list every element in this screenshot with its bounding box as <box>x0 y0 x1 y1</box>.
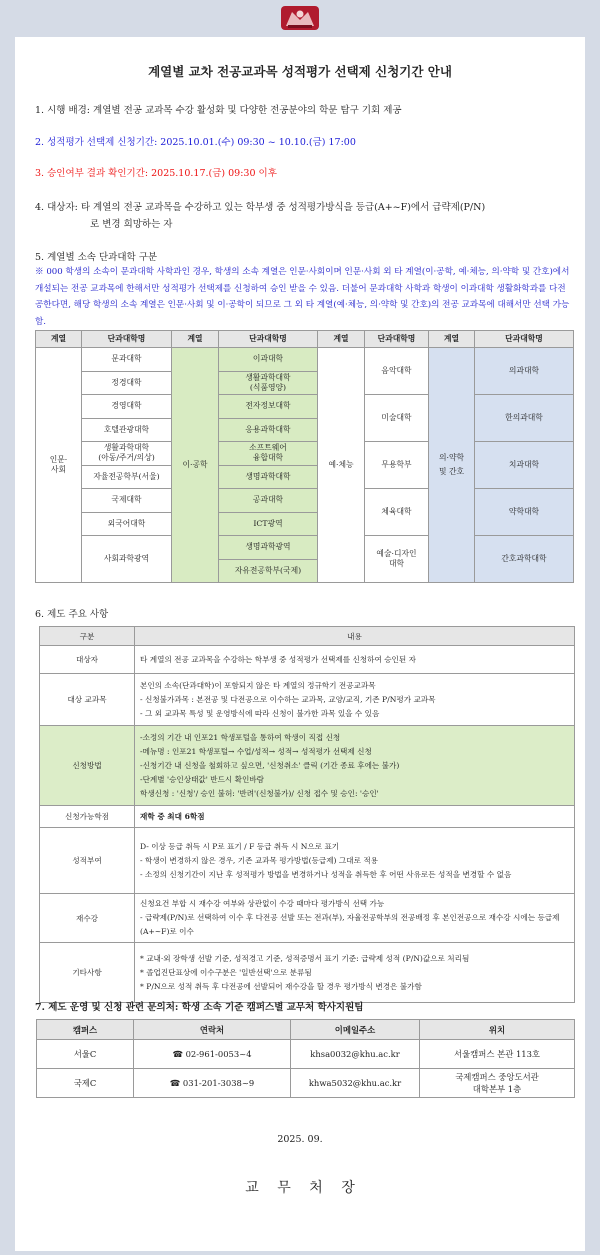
college-cell: 생활과학대학 (식품영양) <box>219 371 318 395</box>
header-phone: 연락처 <box>134 1020 291 1040</box>
college-cell: 치과대학 <box>475 442 574 489</box>
header-college: 단과대학명 <box>82 331 172 348</box>
policy-label: 대상자 <box>40 646 135 674</box>
campus-name: 서울C <box>37 1040 134 1069</box>
issuer-signature: 교 무 처 장 <box>245 1180 355 1196</box>
college-cell: 의과대학 <box>475 348 574 395</box>
classification-note: ※ 000 학생의 소속이 문과대학 사학과인 경우, 학생의 소속 계열은 인문·사회이며 인문·사회 외 타 계열(이·공학, 예·체능, 의·약학 및 간호)에서 개설되는 전공 교과목에 한해서만 성적평가 선택제를 신청하여 승인 받을 수 있음. 더불어 문과대학 사학과 학생이 이과대학 생활화학과를 다전공한다면, 해당 학생의 소속 계열은 인문·사회 및 이·공학이 되므로 그 외 타 계열(예·체능, 의·약학 및 간호)의 전공 교과목에 대해서만 선택 가능함. <box>35 267 570 327</box>
college-cell: 한의과대학 <box>475 395 574 442</box>
policy-table <box>39 626 575 1003</box>
item-college-classification: 5. 계열별 소속 단과대학 구분 <box>35 252 158 263</box>
header-field: 계열 <box>318 331 365 348</box>
header-college: 단과대학명 <box>219 331 318 348</box>
header-field: 계열 <box>172 331 219 348</box>
college-cell: 음악대학 <box>365 348 429 395</box>
college-cell: 경영대학 <box>82 395 172 419</box>
item-eligibility-cont: 로 변경 희망하는 자 <box>90 219 173 230</box>
field-engineering: 이·공학 <box>172 348 219 583</box>
college-cell: 무용학부 <box>365 442 429 489</box>
policy-content: 본인의 소속(단과대학)이 포함되지 않은 타 계열의 정규학기 전공교과목 - 신청불가과목 : 본전공 및 다전공으로 이수하는 교과목, 교양/교직, 기존 P/N평가 교과목 - 그 외 교과목 특성 및 운영방식에 따라 신청이 불가한 과목 있을 수 있음 <box>135 674 575 726</box>
phone-number[interactable]: 031-201-3038~9 <box>182 1078 255 1088</box>
college-cell: 생활과학대학 (아동/주거/의상) <box>82 442 172 466</box>
college-cell: 생명과학광역 <box>219 536 318 560</box>
college-cell: 간호과학대학 <box>475 536 574 583</box>
college-cell: 약학대학 <box>475 489 574 536</box>
college-cell: 국제대학 <box>82 489 172 513</box>
header-college: 단과대학명 <box>365 331 429 348</box>
policy-content: 신청요건 부합 시 재수강 여부와 상관없이 수강 때마다 평가방식 선택 가능 - 급략제(P/N)로 선택하여 이수 후 다전공 선발 또는 전과(부), 자율전공학부의 전공배정 후 본인전공으로 재수강 시에는 등급제(A+~F)로 이수 <box>135 894 575 943</box>
policy-label: 신청방법 <box>40 726 135 806</box>
college-cell: 문과대학 <box>82 348 172 372</box>
document-date: 2025. 09. <box>277 1134 323 1145</box>
header-campus: 캠퍼스 <box>37 1020 134 1040</box>
campus-name: 국제C <box>37 1069 134 1098</box>
policy-content: -소정의 기간 내 인포21 학생포털을 통하여 학생이 직접 신청 -메뉴명 : 인포21 학생포털→ 수업/성적→ 성적→ 성적평가 선택제 신청 -신청기간 내 신청을 철회하고 싶으면, '신청취소' 클릭 (기간 종료 후에는 불가) -단계별 '승인상태값' 반드시 확인바람 학생신청 : '신청'/ 승인 불허: '반려'(신청불가)/ 신청 접수 및 승인: '승인' <box>135 726 575 806</box>
college-cell: 자유전공학부(국제) <box>219 559 318 583</box>
college-cell: 호텔관광대학 <box>82 418 172 442</box>
policy-label: 재수강 <box>40 894 135 943</box>
item-eligibility: 4. 대상자: 타 계열의 전공 교과목을 수강하고 있는 학부생 중 성적평가방식을 등급(A+~F)에서 급략제(P/N) <box>35 202 486 213</box>
header-college: 단과대학명 <box>475 331 574 348</box>
college-cell: 자율전공학부(서울) <box>82 465 172 489</box>
college-cell: 체육대학 <box>365 489 429 536</box>
header-content: 내용 <box>135 627 575 646</box>
header-field: 계열 <box>429 331 475 348</box>
college-cell: 응용과학대학 <box>219 418 318 442</box>
item-main-policy: 6. 제도 주요 사항 <box>35 609 109 620</box>
policy-label: 성적부여 <box>40 828 135 894</box>
contact-table <box>36 1019 575 1098</box>
phone-icon: ☎ <box>169 1078 183 1088</box>
phone-cell <box>134 1040 291 1069</box>
header-location: 위치 <box>420 1020 575 1040</box>
item-background: 1. 시행 배경: 계열별 전공 교과목 수강 활성화 및 다양한 전공분야의 학문 탐구 기회 제공 <box>35 105 402 116</box>
policy-content: D- 이상 등급 취득 시 P로 표기 / F 등급 취득 시 N으로 표기 - 학생이 변경하지 않은 경우, 기존 교과목 평가방법(등급제) 그대로 적용 - 소정의 신청기간이 지난 후 성적평가 방법을 변경하거나 성적을 취득한 후 어떤 사유로든 성적을 변경할 수 없음 <box>135 828 575 894</box>
email-address[interactable]: khwa5032@khu.ac.kr <box>291 1069 420 1098</box>
college-cell: 공과대학 <box>219 489 318 513</box>
field-medical: 의·약학 및 간호 <box>429 348 475 583</box>
office-location: 국제캠퍼스 중앙도서관 대학본부 1층 <box>420 1069 575 1098</box>
header-email: 이메일주소 <box>291 1020 420 1040</box>
email-address[interactable]: khsa0032@khu.ac.kr <box>291 1040 420 1069</box>
policy-content: * 교내·외 장학생 선발 기준, 성적경고 기준, 성적증명서 표기 기준: 급략제 성적 (P/N)값으로 처리됨 * 졸업진단표상에 이수구분은 '일반선택'으로 분류됨 * P/N으로 성적 취득 후 다전공에 선발되어 재수강을 할 경우 평가방식 변경은 불가함 <box>135 943 575 1003</box>
policy-content: 타 계열의 전공 교과목을 수강하는 학부생 중 성적평가 선택제를 신청하여 승인된 자 <box>135 646 575 674</box>
policy-label: 기타사항 <box>40 943 135 1003</box>
college-cell: 소프트웨어 융합대학 <box>219 442 318 466</box>
college-cell: 이과대학 <box>219 348 318 372</box>
document-title: 계열별 교차 전공교과목 성적평가 선택제 신청기간 안내 <box>148 64 452 79</box>
policy-content: 재학 중 최대 6학점 <box>135 806 575 828</box>
phone-cell <box>134 1069 291 1098</box>
field-humanities: 인문· 사회 <box>36 348 82 583</box>
college-cell: ICT광역 <box>219 512 318 536</box>
phone-icon: ☎ <box>172 1049 186 1059</box>
field-arts: 예·체능 <box>318 348 365 583</box>
item-approval-check-period: 3. 승인여부 결과 확인기간: 2025.10.17.(금) 09:30 이후 <box>35 168 277 179</box>
policy-label: 신청가능학점 <box>40 806 135 828</box>
header-category: 구분 <box>40 627 135 646</box>
header-field: 계열 <box>36 331 82 348</box>
notice-document <box>15 37 585 1251</box>
college-cell: 생명과학대학 <box>219 465 318 489</box>
item-contact-info: 7. 제도 운영 및 신청 관련 문의처: 학생 소속 기준 캠퍼스별 교무처 학사지원팀 <box>35 1002 364 1013</box>
university-emblem-icon <box>278 4 322 32</box>
phone-number[interactable]: 02-961-0053~4 <box>185 1049 252 1059</box>
college-cell: 사회과학광역 <box>82 536 172 583</box>
college-cell: 예술·디자인 대학 <box>365 536 429 583</box>
office-location: 서울캠퍼스 본관 113호 <box>420 1040 575 1069</box>
college-cell: 외국어대학 <box>82 512 172 536</box>
policy-label: 대상 교과목 <box>40 674 135 726</box>
college-classification-table <box>35 330 574 583</box>
college-cell: 전자정보대학 <box>219 395 318 419</box>
college-cell: 정경대학 <box>82 371 172 395</box>
college-cell: 미술대학 <box>365 395 429 442</box>
item-application-period: 2. 성적평가 선택제 신청기간: 2025.10.01.(수) 09:30 ~ 10.10.(금) 17:00 <box>35 137 356 148</box>
